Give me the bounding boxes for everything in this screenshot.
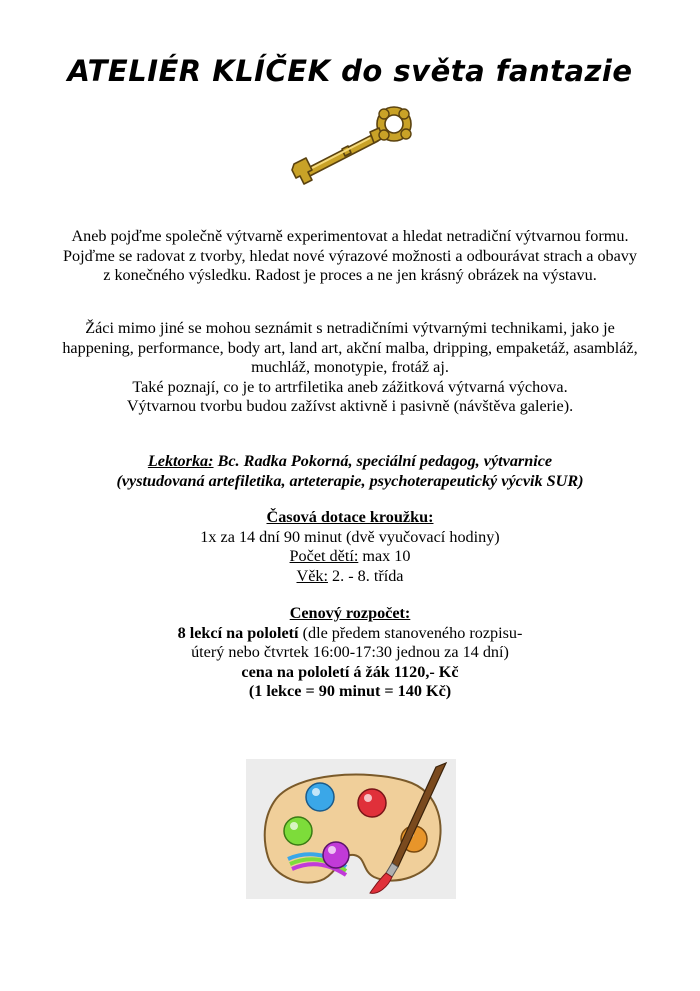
intro-paragraph — [0, 227, 700, 286]
intro-line: Pojďme se radovat z tvorby, hledat nové výrazové možnosti a odbourávat strach a obavy — [63, 246, 637, 265]
children-count-value: max 10 — [358, 547, 411, 566]
techniques-line: Také poznají, co je to artrfiletika aneb zážitková výtvarná výchova. — [132, 377, 568, 396]
lecturer-label: Lektorka: — [147, 452, 214, 470]
techniques-line: muchláž, monotypie, frotáž aj. — [251, 358, 449, 377]
techniques-paragraph — [0, 319, 700, 417]
budget-section — [0, 604, 700, 702]
key-icon — [282, 102, 422, 198]
budget-price: cena na pololetí á žák 1120,- Kč — [241, 662, 459, 681]
techniques-line: Výtvarnou tvorbu budou zažívst aktivně i pasivně (návštěva galerie). — [126, 397, 574, 416]
budget-days: úterý nebo čtvrtek 16:00-17:30 jednou za 14 dní) — [191, 643, 509, 662]
budget-lessons-line — [0, 624, 700, 644]
budget-lessons-bold: 8 lekcí na pololetí — [177, 623, 299, 642]
budget-lesson-price: (1 lekce = 90 minut = 140 Kč) — [248, 682, 452, 701]
age-value: 2. - 8. třída — [327, 566, 404, 585]
budget-heading: Cenový rozpočet: — [289, 604, 411, 622]
age-label: Věk: — [296, 566, 328, 585]
page-title: ATELIÉR KLÍČEK do světa fantazie — [67, 54, 633, 88]
techniques-line: happening, performance, body art, land art, akční malba, dripping, empaketáž, asambláž, — [62, 338, 638, 357]
lecturer-line — [0, 452, 700, 472]
lecturer-qualification: (vystudovaná artefiletika, arteterapie, psychoterapeutický výcvik SUR) — [116, 471, 584, 490]
intro-line: Aneb pojďme společně výtvarně experimentovat a hledat netradiční výtvarnou formu. — [71, 227, 629, 245]
lecturer-section — [0, 452, 700, 491]
children-count-line — [0, 547, 700, 567]
schedule-heading: Časová dotace kroužku: — [266, 508, 434, 526]
techniques-line: Žáci mimo jiné se mohou seznámit s netradičními výtvarnými technikami, jako je — [85, 319, 615, 337]
age-line — [0, 567, 700, 587]
schedule-section — [0, 508, 700, 586]
paint-palette-icon — [246, 759, 456, 899]
schedule-frequency: 1x za 14 dní 90 minut (dvě vyučovací hodiny) — [200, 527, 500, 546]
children-count-label: Počet dětí: — [289, 547, 359, 566]
budget-lessons-rest: (dle předem stanoveného rozpisu- — [298, 623, 523, 642]
intro-line: z konečného výsledku. Radost je proces a ne jen krásný obrázek na výstavu. — [103, 266, 597, 285]
lecturer-name: Bc. Radka Pokorná, speciální pedagog, výtvarnice — [213, 452, 553, 470]
